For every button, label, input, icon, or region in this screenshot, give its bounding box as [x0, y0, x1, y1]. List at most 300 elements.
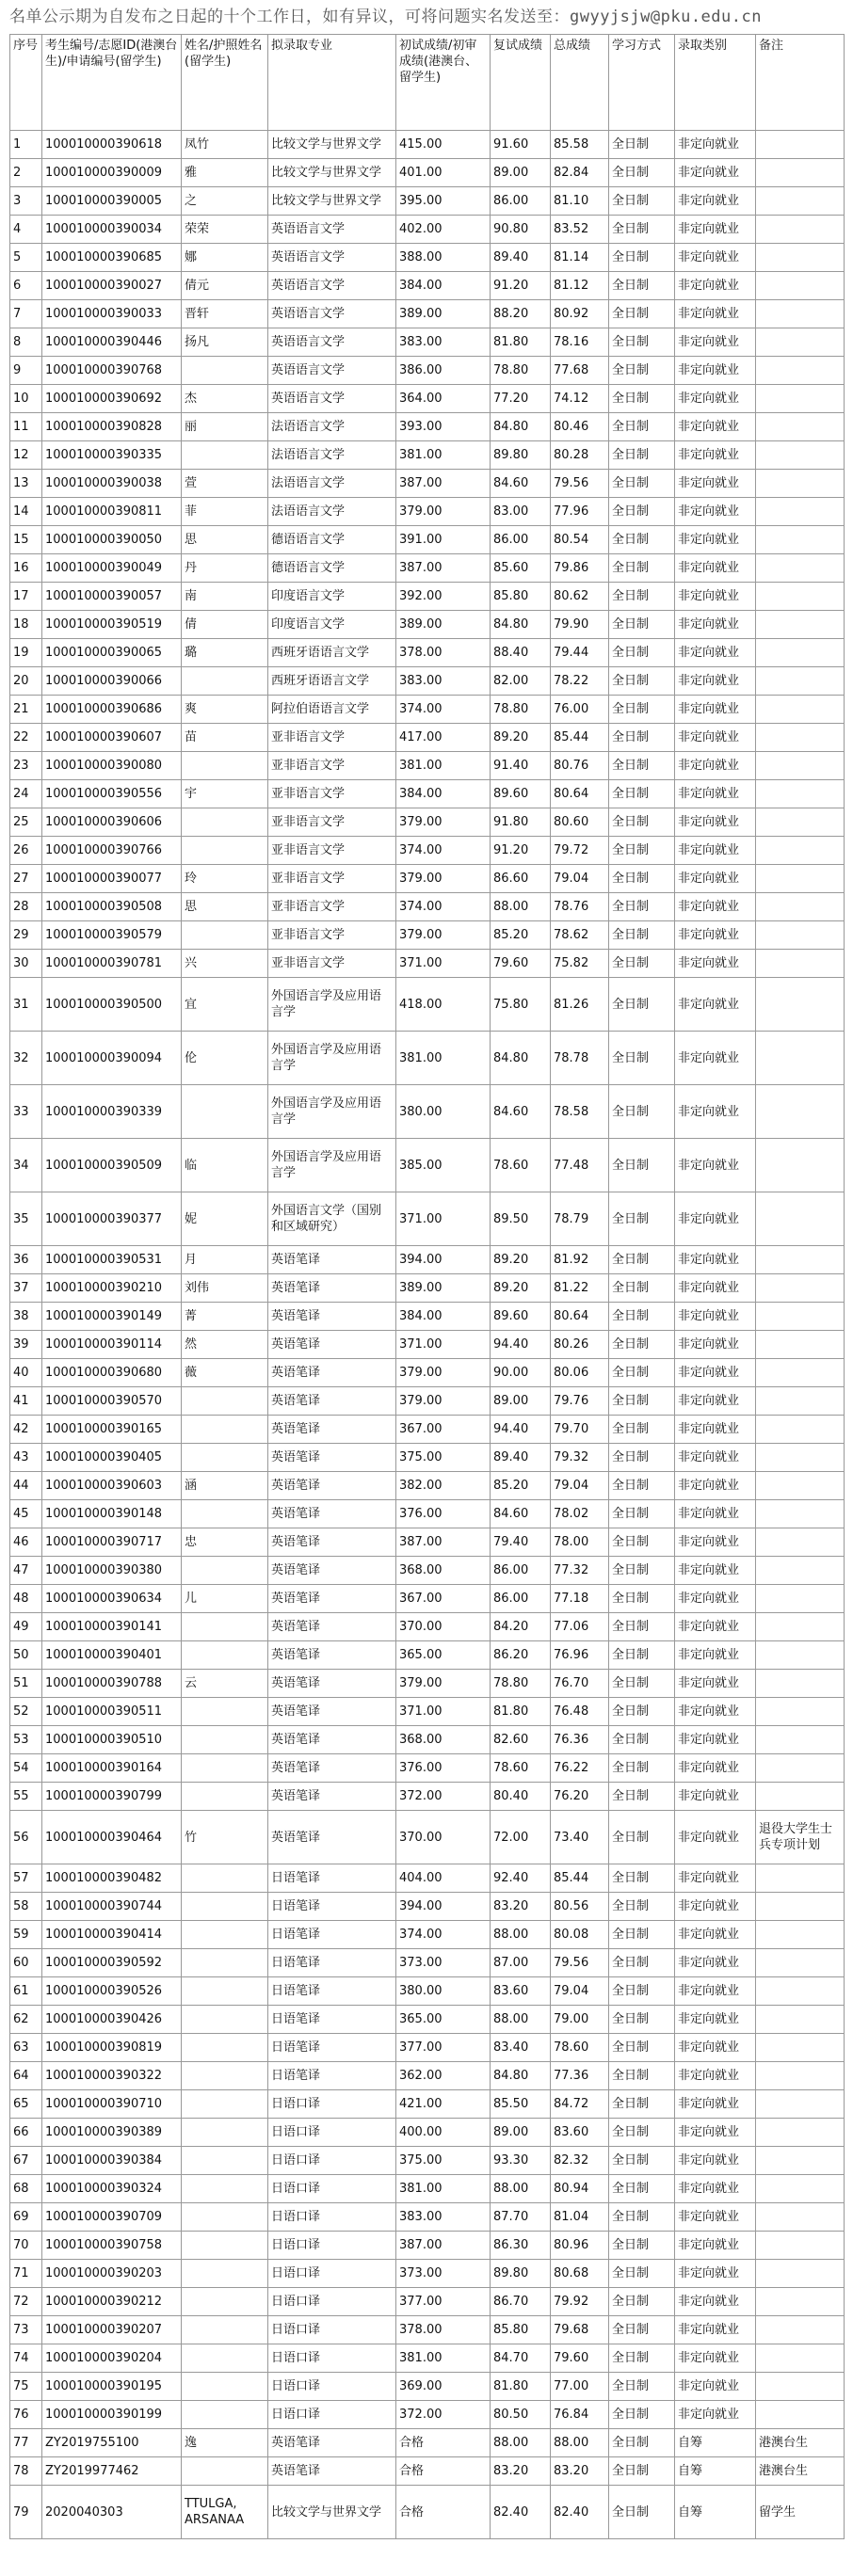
cell-seq: 56 [10, 1811, 42, 1864]
cell-seq: 64 [10, 2062, 42, 2090]
cell-remarks [756, 2401, 845, 2429]
cell-name: 宇 [182, 780, 268, 808]
cell-prelim-score: 402.00 [396, 216, 491, 244]
cell-major: 英语笔译 [268, 1387, 396, 1416]
cell-exam-id: 100010000390510 [42, 1726, 182, 1754]
cell-study-mode: 全日制 [609, 2232, 675, 2260]
cell-retest-score: 92.40 [491, 1864, 551, 1893]
cell-major: 亚非语言文学 [268, 950, 396, 978]
cell-exam-id: 100010000390781 [42, 950, 182, 978]
cell-seq: 65 [10, 2090, 42, 2119]
cell-total-score: 85.44 [551, 724, 609, 752]
cell-prelim-score: 383.00 [396, 328, 491, 357]
cell-exam-id: 100010000390322 [42, 2062, 182, 2090]
cell-total-score: 81.92 [551, 1246, 609, 1274]
cell-seq: 15 [10, 526, 42, 554]
cell-admission-type: 非定向就业 [675, 498, 756, 526]
cell-study-mode: 全日制 [609, 1783, 675, 1811]
cell-study-mode: 全日制 [609, 1641, 675, 1670]
cell-admission-type: 非定向就业 [675, 978, 756, 1032]
header-prelim-score: 初试成绩/初审成绩(港澳台、留学生) [396, 35, 491, 131]
cell-exam-id: 100010000390709 [42, 2203, 182, 2232]
table-row [10, 554, 845, 583]
cell-remarks [756, 1139, 845, 1192]
cell-study-mode: 全日制 [609, 498, 675, 526]
cell-total-score: 81.26 [551, 978, 609, 1032]
cell-name: 璐 [182, 639, 268, 667]
cell-name [182, 2401, 268, 2429]
cell-major: 亚非语言文学 [268, 724, 396, 752]
cell-remarks [756, 1331, 845, 1359]
cell-remarks [756, 2090, 845, 2119]
cell-total-score: 76.70 [551, 1670, 609, 1698]
cell-admission-type: 非定向就业 [675, 413, 756, 441]
cell-prelim-score: 369.00 [396, 2373, 491, 2401]
cell-total-score: 84.72 [551, 2090, 609, 2119]
cell-admission-type: 非定向就业 [675, 1192, 756, 1246]
cell-exam-id: 100010000390165 [42, 1416, 182, 1444]
cell-remarks [756, 1246, 845, 1274]
cell-major: 亚非语言文学 [268, 752, 396, 780]
cell-exam-id: 100010000390203 [42, 2260, 182, 2288]
cell-name [182, 1754, 268, 1783]
cell-admission-type: 非定向就业 [675, 441, 756, 470]
cell-name [182, 2316, 268, 2344]
cell-name [182, 357, 268, 385]
cell-exam-id: 100010000390049 [42, 554, 182, 583]
cell-total-score: 76.84 [551, 2401, 609, 2429]
cell-total-score: 80.68 [551, 2260, 609, 2288]
cell-seq: 20 [10, 667, 42, 696]
cell-seq: 77 [10, 2429, 42, 2457]
cell-remarks [756, 385, 845, 413]
admission-list-table [9, 34, 845, 2539]
cell-seq: 54 [10, 1754, 42, 1783]
cell-remarks [756, 2316, 845, 2344]
cell-study-mode: 全日制 [609, 1416, 675, 1444]
cell-prelim-score: 合格 [396, 2429, 491, 2457]
cell-seq: 30 [10, 950, 42, 978]
cell-admission-type: 非定向就业 [675, 2006, 756, 2034]
cell-total-score: 80.94 [551, 2175, 609, 2203]
cell-study-mode: 全日制 [609, 1500, 675, 1528]
cell-retest-score: 82.40 [491, 2486, 551, 2539]
cell-total-score: 77.00 [551, 2373, 609, 2401]
cell-study-mode: 全日制 [609, 2373, 675, 2401]
cell-exam-id: 100010000390511 [42, 1698, 182, 1726]
cell-admission-type: 非定向就业 [675, 1670, 756, 1698]
cell-admission-type: 非定向就业 [675, 159, 756, 187]
cell-study-mode: 全日制 [609, 441, 675, 470]
cell-seq: 72 [10, 2288, 42, 2316]
cell-name [182, 2288, 268, 2316]
cell-study-mode: 全日制 [609, 1949, 675, 1977]
cell-major: 日语口译 [268, 2288, 396, 2316]
cell-admission-type: 非定向就业 [675, 1585, 756, 1613]
cell-name [182, 1698, 268, 1726]
cell-exam-id: 100010000390686 [42, 696, 182, 724]
cell-seq: 3 [10, 187, 42, 216]
cell-remarks [756, 159, 845, 187]
cell-study-mode: 全日制 [609, 1864, 675, 1893]
cell-retest-score: 85.80 [491, 2316, 551, 2344]
cell-prelim-score: 372.00 [396, 2401, 491, 2429]
cell-study-mode: 全日制 [609, 1557, 675, 1585]
cell-remarks [756, 2373, 845, 2401]
cell-study-mode: 全日制 [609, 2344, 675, 2373]
cell-exam-id: 100010000390828 [42, 413, 182, 441]
cell-seq: 31 [10, 978, 42, 1032]
cell-seq: 51 [10, 1670, 42, 1698]
cell-total-score: 81.14 [551, 244, 609, 272]
cell-major: 英语笔译 [268, 1528, 396, 1557]
cell-name: 月 [182, 1246, 268, 1274]
cell-prelim-score: 364.00 [396, 385, 491, 413]
cell-admission-type: 非定向就业 [675, 1416, 756, 1444]
cell-major: 日语口译 [268, 2119, 396, 2147]
notice-text: 名单公示期为自发布之日起的十个工作日，如有异议，可将问题实名发送至：gwyyjsjw@pku.edu.cn [9, 8, 762, 26]
cell-name: 涵 [182, 1472, 268, 1500]
cell-name [182, 837, 268, 865]
cell-name: 倩元 [182, 272, 268, 300]
cell-admission-type: 非定向就业 [675, 1726, 756, 1754]
table-row [10, 1893, 845, 1921]
cell-major: 日语口译 [268, 2401, 396, 2429]
cell-total-score: 85.44 [551, 1864, 609, 1893]
cell-retest-score: 87.00 [491, 1949, 551, 1977]
cell-remarks [756, 921, 845, 950]
cell-remarks [756, 978, 845, 1032]
table-row [10, 1032, 845, 1085]
cell-exam-id: 100010000390579 [42, 921, 182, 950]
cell-study-mode: 全日制 [609, 978, 675, 1032]
cell-major: 亚非语言文学 [268, 780, 396, 808]
cell-remarks [756, 2232, 845, 2260]
table-row [10, 780, 845, 808]
cell-seq: 12 [10, 441, 42, 470]
cell-prelim-score: 377.00 [396, 2034, 491, 2062]
cell-name [182, 2457, 268, 2486]
cell-admission-type: 非定向就业 [675, 639, 756, 667]
cell-admission-type: 非定向就业 [675, 950, 756, 978]
cell-admission-type: 非定向就业 [675, 2232, 756, 2260]
cell-major: 英语语言文学 [268, 272, 396, 300]
table-row [10, 950, 845, 978]
cell-admission-type: 非定向就业 [675, 2034, 756, 2062]
table-body [10, 131, 845, 2539]
cell-retest-score: 81.80 [491, 1698, 551, 1726]
cell-prelim-score: 370.00 [396, 1811, 491, 1864]
cell-retest-score: 89.20 [491, 1274, 551, 1303]
cell-total-score: 79.90 [551, 611, 609, 639]
cell-study-mode: 全日制 [609, 244, 675, 272]
cell-prelim-score: 379.00 [396, 1387, 491, 1416]
cell-name [182, 1557, 268, 1585]
table-row [10, 216, 845, 244]
cell-prelim-score: 389.00 [396, 611, 491, 639]
cell-total-score: 82.84 [551, 159, 609, 187]
cell-prelim-score: 418.00 [396, 978, 491, 1032]
cell-study-mode: 全日制 [609, 328, 675, 357]
cell-study-mode: 全日制 [609, 2203, 675, 2232]
cell-study-mode: 全日制 [609, 724, 675, 752]
cell-total-score: 79.70 [551, 1416, 609, 1444]
cell-total-score: 79.44 [551, 639, 609, 667]
cell-retest-score: 87.70 [491, 2203, 551, 2232]
cell-total-score: 78.22 [551, 667, 609, 696]
cell-seq: 49 [10, 1613, 42, 1641]
cell-seq: 25 [10, 808, 42, 837]
cell-seq: 41 [10, 1387, 42, 1416]
cell-prelim-score: 371.00 [396, 950, 491, 978]
cell-remarks [756, 1085, 845, 1139]
cell-study-mode: 全日制 [609, 1528, 675, 1557]
cell-seq: 18 [10, 611, 42, 639]
cell-prelim-score: 379.00 [396, 921, 491, 950]
cell-retest-score: 78.60 [491, 1754, 551, 1783]
cell-prelim-score: 367.00 [396, 1416, 491, 1444]
table-row [10, 724, 845, 752]
cell-study-mode: 全日制 [609, 808, 675, 837]
cell-major: 英语笔译 [268, 1811, 396, 1864]
cell-major: 西班牙语语言文学 [268, 667, 396, 696]
cell-seq: 39 [10, 1331, 42, 1359]
cell-retest-score: 80.40 [491, 1783, 551, 1811]
cell-total-score: 78.76 [551, 893, 609, 921]
cell-remarks [756, 1528, 845, 1557]
cell-study-mode: 全日制 [609, 2062, 675, 2090]
cell-remarks [756, 1670, 845, 1698]
cell-exam-id: 100010000390027 [42, 272, 182, 300]
cell-admission-type: 非定向就业 [675, 131, 756, 159]
cell-admission-type: 自筹 [675, 2486, 756, 2539]
table-row [10, 1783, 845, 1811]
table-row [10, 2203, 845, 2232]
cell-seq: 63 [10, 2034, 42, 2062]
cell-prelim-score: 372.00 [396, 1783, 491, 1811]
cell-seq: 6 [10, 272, 42, 300]
cell-remarks [756, 1387, 845, 1416]
table-row [10, 1949, 845, 1977]
cell-prelim-score: 394.00 [396, 1893, 491, 1921]
cell-remarks [756, 441, 845, 470]
cell-total-score: 88.00 [551, 2429, 609, 2457]
cell-seq: 46 [10, 1528, 42, 1557]
cell-remarks [756, 893, 845, 921]
cell-name: 刘伟 [182, 1274, 268, 1303]
cell-name: 然 [182, 1331, 268, 1359]
cell-admission-type: 非定向就业 [675, 2316, 756, 2344]
header-name: 姓名/护照姓名(留学生) [182, 35, 268, 131]
header-study-mode: 学习方式 [609, 35, 675, 131]
cell-exam-id: 100010000390819 [42, 2034, 182, 2062]
cell-major: 英语语言文学 [268, 216, 396, 244]
cell-prelim-score: 376.00 [396, 1500, 491, 1528]
cell-remarks [756, 950, 845, 978]
cell-total-score: 78.78 [551, 1032, 609, 1085]
cell-retest-score: 88.00 [491, 2175, 551, 2203]
cell-remarks [756, 413, 845, 441]
cell-admission-type: 非定向就业 [675, 2062, 756, 2090]
cell-remarks [756, 216, 845, 244]
cell-retest-score: 86.00 [491, 1557, 551, 1585]
cell-exam-id: 100010000390204 [42, 2344, 182, 2373]
cell-exam-id: 100010000390339 [42, 1085, 182, 1139]
cell-seq: 58 [10, 1893, 42, 1921]
cell-prelim-score: 374.00 [396, 696, 491, 724]
cell-retest-score: 82.60 [491, 1726, 551, 1754]
cell-total-score: 78.00 [551, 1528, 609, 1557]
table-row [10, 2175, 845, 2203]
cell-major: 法语语言文学 [268, 498, 396, 526]
cell-remarks [756, 724, 845, 752]
cell-seq: 2 [10, 159, 42, 187]
cell-study-mode: 全日制 [609, 639, 675, 667]
cell-admission-type: 非定向就业 [675, 1783, 756, 1811]
cell-total-score: 76.00 [551, 696, 609, 724]
cell-admission-type: 非定向就业 [675, 244, 756, 272]
cell-study-mode: 全日制 [609, 1670, 675, 1698]
cell-major: 日语口译 [268, 2175, 396, 2203]
cell-remarks: 留学生 [756, 2486, 845, 2539]
cell-exam-id: 100010000390592 [42, 1949, 182, 1977]
cell-major: 英语笔译 [268, 1359, 396, 1387]
cell-exam-id: 100010000390788 [42, 1670, 182, 1698]
cell-prelim-score: 367.00 [396, 1585, 491, 1613]
cell-retest-score: 89.80 [491, 441, 551, 470]
cell-retest-score: 78.80 [491, 357, 551, 385]
cell-exam-id: 100010000390389 [42, 2119, 182, 2147]
cell-study-mode: 全日制 [609, 1893, 675, 1921]
cell-total-score: 81.22 [551, 1274, 609, 1303]
cell-seq: 5 [10, 244, 42, 272]
cell-admission-type: 非定向就业 [675, 554, 756, 583]
cell-study-mode: 全日制 [609, 1811, 675, 1864]
cell-exam-id: 100010000390114 [42, 1331, 182, 1359]
cell-name: 忠 [182, 1528, 268, 1557]
cell-exam-id: 100010000390414 [42, 1921, 182, 1949]
cell-total-score: 76.20 [551, 1783, 609, 1811]
table-row [10, 1274, 845, 1303]
cell-exam-id: 100010000390210 [42, 1274, 182, 1303]
table-row [10, 1085, 845, 1139]
cell-seq: 17 [10, 583, 42, 611]
cell-admission-type: 非定向就业 [675, 2147, 756, 2175]
cell-major: 英语笔译 [268, 1500, 396, 1528]
table-row [10, 1754, 845, 1783]
cell-remarks [756, 2260, 845, 2288]
cell-prelim-score: 381.00 [396, 2175, 491, 2203]
cell-prelim-score: 379.00 [396, 808, 491, 837]
cell-total-score: 79.60 [551, 2344, 609, 2373]
cell-total-score: 79.56 [551, 470, 609, 498]
cell-remarks [756, 1274, 845, 1303]
cell-study-mode: 全日制 [609, 385, 675, 413]
cell-remarks [756, 752, 845, 780]
cell-prelim-score: 394.00 [396, 1246, 491, 1274]
cell-retest-score: 88.20 [491, 300, 551, 328]
table-row [10, 1977, 845, 2006]
table-row [10, 667, 845, 696]
cell-name: 竹 [182, 1811, 268, 1864]
cell-prelim-score: 385.00 [396, 1139, 491, 1192]
cell-total-score: 77.32 [551, 1557, 609, 1585]
cell-seq: 71 [10, 2260, 42, 2288]
cell-total-score: 76.36 [551, 1726, 609, 1754]
cell-exam-id: 100010000390164 [42, 1754, 182, 1783]
cell-exam-id: 100010000390401 [42, 1641, 182, 1670]
cell-total-score: 81.12 [551, 272, 609, 300]
cell-study-mode: 全日制 [609, 2429, 675, 2457]
table-row [10, 1387, 845, 1416]
cell-retest-score: 85.80 [491, 583, 551, 611]
cell-seq: 36 [10, 1246, 42, 1274]
cell-major: 日语口译 [268, 2260, 396, 2288]
cell-name: 菁 [182, 1303, 268, 1331]
cell-study-mode: 全日制 [609, 1977, 675, 2006]
cell-prelim-score: 392.00 [396, 583, 491, 611]
cell-name: 爽 [182, 696, 268, 724]
table-row [10, 2232, 845, 2260]
cell-major: 比较文学与世界文学 [268, 2486, 396, 2539]
cell-retest-score: 83.00 [491, 498, 551, 526]
table-row [10, 2260, 845, 2288]
cell-exam-id: 100010000390149 [42, 1303, 182, 1331]
cell-exam-id: 100010000390077 [42, 865, 182, 893]
table-row [10, 1192, 845, 1246]
cell-admission-type: 非定向就业 [675, 470, 756, 498]
header-admission-type: 录取类别 [675, 35, 756, 131]
cell-study-mode: 全日制 [609, 1754, 675, 1783]
cell-retest-score: 93.30 [491, 2147, 551, 2175]
table-row [10, 357, 845, 385]
cell-admission-type: 非定向就业 [675, 272, 756, 300]
cell-seq: 76 [10, 2401, 42, 2429]
cell-study-mode: 全日制 [609, 1444, 675, 1472]
table-row [10, 2147, 845, 2175]
table-row [10, 2119, 845, 2147]
cell-seq: 4 [10, 216, 42, 244]
table-row [10, 131, 845, 159]
cell-study-mode: 全日制 [609, 865, 675, 893]
cell-major: 法语语言文学 [268, 441, 396, 470]
cell-admission-type: 非定向就业 [675, 667, 756, 696]
cell-study-mode: 全日制 [609, 696, 675, 724]
cell-remarks [756, 1754, 845, 1783]
cell-seq: 73 [10, 2316, 42, 2344]
cell-name: 之 [182, 187, 268, 216]
cell-prelim-score: 380.00 [396, 1085, 491, 1139]
cell-retest-score: 84.60 [491, 1500, 551, 1528]
cell-seq: 29 [10, 921, 42, 950]
cell-total-score: 83.20 [551, 2457, 609, 2486]
cell-prelim-score: 380.00 [396, 1977, 491, 2006]
cell-remarks [756, 667, 845, 696]
cell-retest-score: 89.20 [491, 724, 551, 752]
cell-seq: 61 [10, 1977, 42, 2006]
cell-total-score: 79.04 [551, 1977, 609, 2006]
table-row [10, 1864, 845, 1893]
cell-exam-id: 100010000390212 [42, 2288, 182, 2316]
cell-admission-type: 非定向就业 [675, 1977, 756, 2006]
table-row [10, 2062, 845, 2090]
cell-name [182, 1387, 268, 1416]
cell-name: 雅 [182, 159, 268, 187]
cell-major: 英语笔译 [268, 1303, 396, 1331]
cell-major: 英语语言文学 [268, 328, 396, 357]
cell-study-mode: 全日制 [609, 159, 675, 187]
cell-retest-score: 84.20 [491, 1613, 551, 1641]
